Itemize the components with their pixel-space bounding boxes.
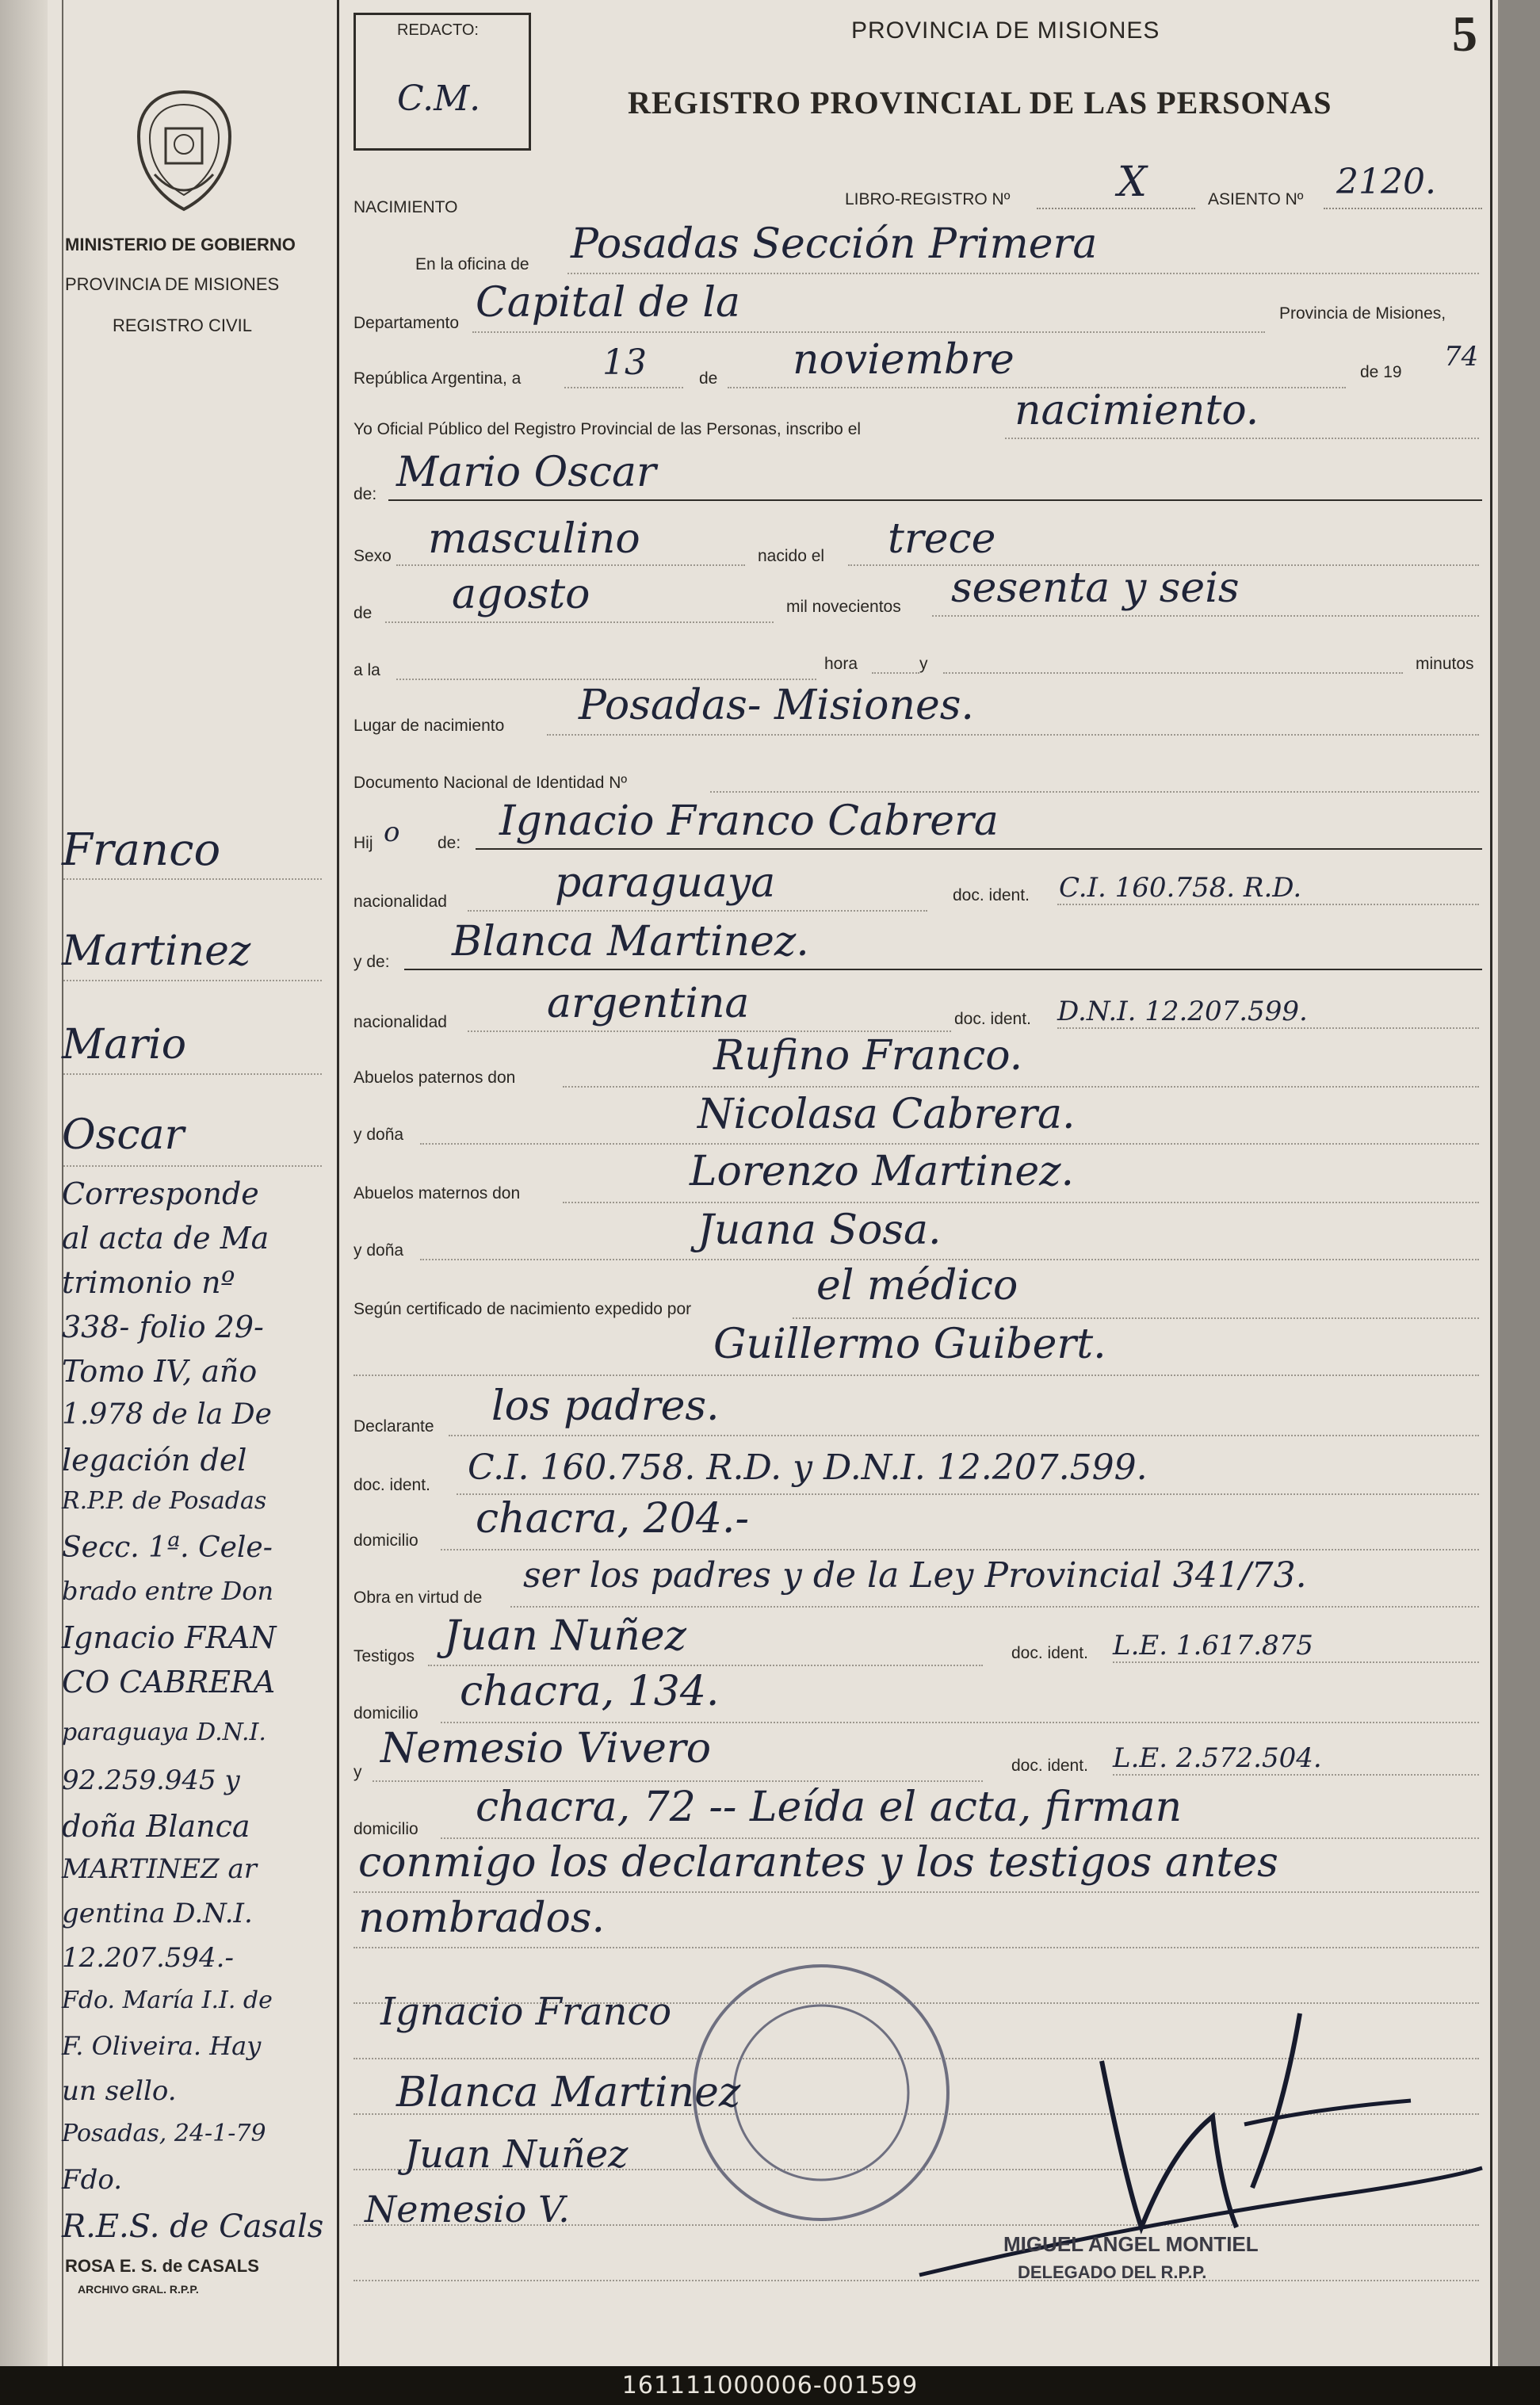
dni-label: Documento Nacional de Identidad Nº [353, 774, 628, 792]
margin-note-line: Martinez [62, 927, 251, 975]
left-province-title: PROVINCIA DE MISIONES [65, 274, 280, 294]
scan-id: 161111000006-001599 [621, 2372, 919, 2399]
margin-note-line: al acta de Ma [62, 1221, 269, 1256]
oficina-label: En la oficina de [415, 255, 529, 273]
padre-doc-value: C.I. 160.758. R.D. [1059, 872, 1302, 904]
cierre-text-1: conmigo los declarantes y los testigos antes [358, 1839, 1278, 1887]
lugar-line [547, 734, 1479, 736]
civil-registry-title: REGISTRO CIVIL [113, 315, 253, 335]
margin-note-line: Tomo IV, año [62, 1354, 258, 1389]
margin-note-line: Oscar [62, 1111, 185, 1159]
scan-footer [0, 2366, 1540, 2405]
cierre-line-1 [353, 1891, 1479, 1893]
margin-note-line: F. Oliveira. Hay [62, 2031, 262, 2061]
padre-doc-line [1057, 904, 1479, 905]
signature-1: Ignacio Franco [380, 1990, 672, 2034]
margin-note-line: 1.978 de la De [62, 1398, 272, 1431]
ala-line [396, 679, 816, 680]
domicilio-label: domicilio [353, 1531, 418, 1550]
hijo-label: Hij [353, 834, 373, 852]
abuela-mat-line [420, 1259, 1479, 1260]
adjacent-page-edge [1498, 0, 1540, 2366]
official-stamp-title: DELEGADO DEL R.P.P. [1018, 2262, 1207, 2282]
ministry-title: MINISTERIO DE GOBIERNO [65, 235, 296, 254]
margin-note-line: brado entre Don [62, 1576, 274, 1606]
padre-nac-label: nacionalidad [353, 893, 447, 911]
registry-heading: REGISTRO PROVINCIAL DE LAS PERSONAS [628, 85, 1332, 120]
departamento-value: Capital de la [476, 279, 740, 327]
certificado-value: el médico [816, 1262, 1018, 1310]
inscribo-value: nacimiento. [1015, 387, 1259, 434]
abuela-pat-line [420, 1143, 1479, 1145]
testigo2-doc-value: L.E. 2.572.504. [1113, 1742, 1322, 1774]
madre-nac-label: nacionalidad [353, 1013, 447, 1031]
certificado-value-2: Guillermo Guibert. [713, 1321, 1106, 1368]
abuelo-mat-line [563, 1202, 1479, 1203]
libro-value: X [1118, 159, 1148, 206]
declarante-doc-label: doc. ident. [353, 1476, 430, 1494]
margin-note-line: Corresponde [62, 1176, 259, 1211]
testigo1-doc-line [1113, 1661, 1479, 1663]
margin-note-line: Posadas, 24-1-79 [62, 2120, 266, 2147]
abuelo-mat-value: Lorenzo Martinez. [690, 1148, 1075, 1195]
padre-doc-label: doc. ident. [953, 886, 1030, 904]
cierre-line-2 [353, 1947, 1479, 1948]
redacto-label: REDACTO: [397, 21, 479, 39]
declarante-line [449, 1435, 1479, 1436]
inscribo-line [1005, 438, 1479, 439]
mil-label: mil novecientos [786, 598, 901, 616]
nacido-de-label: de [353, 604, 373, 622]
certificado-line [793, 1317, 1479, 1319]
departamento-line [472, 331, 1265, 333]
margin-note-line: R.E.S. de Casals [62, 2208, 324, 2245]
minutos-line [943, 672, 1403, 674]
signature-3: Juan Nuñez [404, 2132, 629, 2177]
nacido-label: nacido el [758, 547, 825, 565]
declarante-doc-value: C.I. 160.758. R.D. y D.N.I. 12.207.599. [468, 1447, 1148, 1488]
testigo2-line [373, 1780, 983, 1782]
padre-value: Ignacio Franco Cabrera [499, 797, 999, 845]
nacido-value: trece [888, 515, 996, 563]
margin-line [63, 980, 322, 981]
abuelo-pat-line [563, 1086, 1479, 1088]
signature-4: Nemesio V. [365, 2188, 570, 2231]
minutos-label: minutos [1416, 655, 1474, 673]
departamento-label: Departamento [353, 314, 460, 332]
madre-doc-value: D.N.I. 12.207.599. [1057, 996, 1308, 1027]
obra-label: Obra en virtud de [353, 1589, 483, 1607]
abuelo-pat-value: Rufino Franco. [713, 1032, 1023, 1080]
margin-note-line: trimonio nº [62, 1265, 235, 1300]
testigo1-dom-line [441, 1722, 1479, 1723]
nombre-underline [388, 499, 1482, 501]
nacido-mes-line [385, 621, 774, 623]
nombre-value: Mario Oscar [396, 449, 656, 496]
margin-divider-line [337, 0, 339, 2366]
certificado-line-2 [353, 1375, 1479, 1376]
margin-note-line: MARTINEZ ar [62, 1853, 258, 1885]
mes-value: noviembre [793, 336, 1015, 384]
margin-note-line: legación del [62, 1443, 247, 1478]
testigo1-doc-value: L.E. 1.617.875 [1113, 1630, 1313, 1661]
nacido-mes-value: agosto [452, 571, 590, 618]
margin-note-line: gentina D.N.I. [62, 1898, 253, 1929]
testigo2-value: Nemesio Vivero [380, 1725, 712, 1772]
page-binding [0, 0, 48, 2366]
testigo2-doc-line [1113, 1774, 1479, 1776]
margin-note-line: doña Blanca [62, 1809, 250, 1844]
y-label: y [919, 655, 928, 673]
provincia-suffix: Provincia de Misiones, [1279, 304, 1446, 323]
testigo2-y-label: y [353, 1763, 362, 1781]
libro-dots [1037, 208, 1195, 209]
testigo1-value: Juan Nuñez [444, 1612, 687, 1660]
testigo2-dom-label: domicilio [353, 1820, 418, 1838]
right-frame-line [1490, 0, 1492, 2366]
asiento-dots [1324, 208, 1482, 209]
mil-line [932, 615, 1479, 617]
lugar-label: Lugar de nacimiento [353, 717, 505, 735]
lugar-value: Posadas- Misiones. [579, 682, 974, 729]
anio-label: de 19 [1360, 363, 1402, 381]
margin-note-line: 12.207.594.- [62, 1942, 234, 1974]
oficina-line [567, 273, 1479, 274]
asiento-value: 2120. [1336, 162, 1436, 202]
declarante-value: los padres. [491, 1382, 720, 1430]
sexo-line [396, 564, 745, 566]
libro-label: LIBRO-REGISTRO Nº [845, 190, 1011, 208]
madre-underline [404, 969, 1482, 970]
testigo1-doc-label: doc. ident. [1011, 1644, 1088, 1662]
margin-note-line: Ignacio FRAN [62, 1620, 277, 1655]
margin-note-line: paraguaya D.N.I. [62, 1719, 266, 1746]
madre-label: y de: [353, 953, 390, 971]
cierre-text-2: nombrados. [358, 1895, 606, 1942]
madre-value: Blanca Martinez. [452, 918, 809, 965]
margin-note-line: CO CABRERA [62, 1665, 276, 1700]
testigo1-dom-label: domicilio [353, 1704, 418, 1722]
province-heading: PROVINCIA DE MISIONES [851, 17, 1160, 44]
hora-label: hora [824, 655, 858, 673]
margin-line [63, 878, 322, 880]
madre-doc-label: doc. ident. [954, 1010, 1031, 1028]
padre-underline [476, 848, 1482, 850]
official-stamp-name: MIGUEL ANGEL MONTIEL [1003, 2232, 1259, 2256]
margin-note-line: R.P.P. de Posadas [62, 1487, 267, 1515]
abuela-mat-label: y doña [353, 1241, 404, 1260]
sexo-label: Sexo [353, 547, 392, 565]
margin-note-line: Mario [62, 1021, 187, 1069]
margin-note-line: Franco [62, 824, 221, 876]
hijo-suffix: o [384, 816, 400, 848]
testigo2-dom-value: chacra, 72 -- Leída el acta, firman [476, 1784, 1183, 1831]
redacto-box [353, 13, 531, 151]
margin-note-line: Fdo. [62, 2164, 123, 2196]
margin-note-line: Secc. 1ª. Cele- [62, 1531, 273, 1564]
abuela-mat-value: Juana Sosa. [697, 1206, 942, 1254]
ala-label: a la [353, 661, 380, 679]
margin-note-line: Fdo. María I.I. de [62, 1986, 273, 2014]
domicilio-value: chacra, 204.- [476, 1495, 750, 1543]
mil-value: sesenta y seis [951, 564, 1240, 612]
page-number: 5 [1452, 6, 1477, 62]
certificado-label: Según certificado de nacimiento expedido por [353, 1300, 692, 1318]
madre-doc-line [1057, 1027, 1479, 1029]
padre-nac-value: paraguaya [555, 859, 776, 907]
domicilio-line [441, 1549, 1479, 1550]
abuela-pat-value: Nicolasa Cabrera. [697, 1091, 1076, 1138]
nombre-de-label: de: [353, 485, 377, 503]
madre-nac-value: argentina [547, 980, 750, 1027]
sexo-value: masculino [428, 515, 640, 563]
oficial-text: Yo Oficial Público del Registro Provincial de las Personas, inscribo el [353, 420, 862, 438]
margin-note-line: 338- folio 29- [62, 1310, 264, 1344]
signature-2: Blanca Martinez [396, 2069, 741, 2116]
padre-nac-line [468, 910, 927, 912]
de-label: de [699, 369, 718, 388]
abuela-pat-label: y doña [353, 1126, 404, 1144]
anio-value: 74 [1444, 341, 1479, 373]
provincial-seal [131, 87, 238, 214]
margin-stamp-title: ARCHIVO GRAL. R.P.P. [78, 2283, 199, 2296]
hijo-de-label: de: [438, 834, 461, 852]
testigo2-doc-label: doc. ident. [1011, 1757, 1088, 1775]
margin-note-line: un sello. [62, 2075, 177, 2107]
declarante-label: Declarante [353, 1417, 434, 1436]
republica-label: República Argentina, a [353, 369, 522, 388]
asiento-label: ASIENTO Nº [1208, 190, 1304, 208]
margin-line [63, 1073, 322, 1075]
oficina-value: Posadas Sección Primera [571, 220, 1098, 268]
redacto-value: C.M. [397, 78, 481, 119]
margin-stamp-name: ROSA E. S. de CASALS [65, 2256, 259, 2276]
obra-line [510, 1606, 1479, 1608]
testigos-label: Testigos [353, 1647, 415, 1665]
margin-note-line: 92.259.945 y [62, 1765, 240, 1796]
margin-line [63, 1165, 322, 1167]
abuelos-mat-label: Abuelos maternos don [353, 1184, 521, 1202]
nacimiento-label: NACIMIENTO [353, 198, 458, 216]
obra-value: ser los padres y de la Ley Provincial 341/73. [523, 1555, 1307, 1596]
abuelos-pat-label: Abuelos paternos don [353, 1069, 516, 1087]
dni-line [710, 791, 1479, 793]
hora-line [872, 672, 919, 674]
testigo1-dom-value: chacra, 134. [460, 1668, 720, 1715]
dia-line [564, 387, 683, 388]
dia-value: 13 [602, 342, 647, 383]
testigo1-line [428, 1665, 983, 1666]
